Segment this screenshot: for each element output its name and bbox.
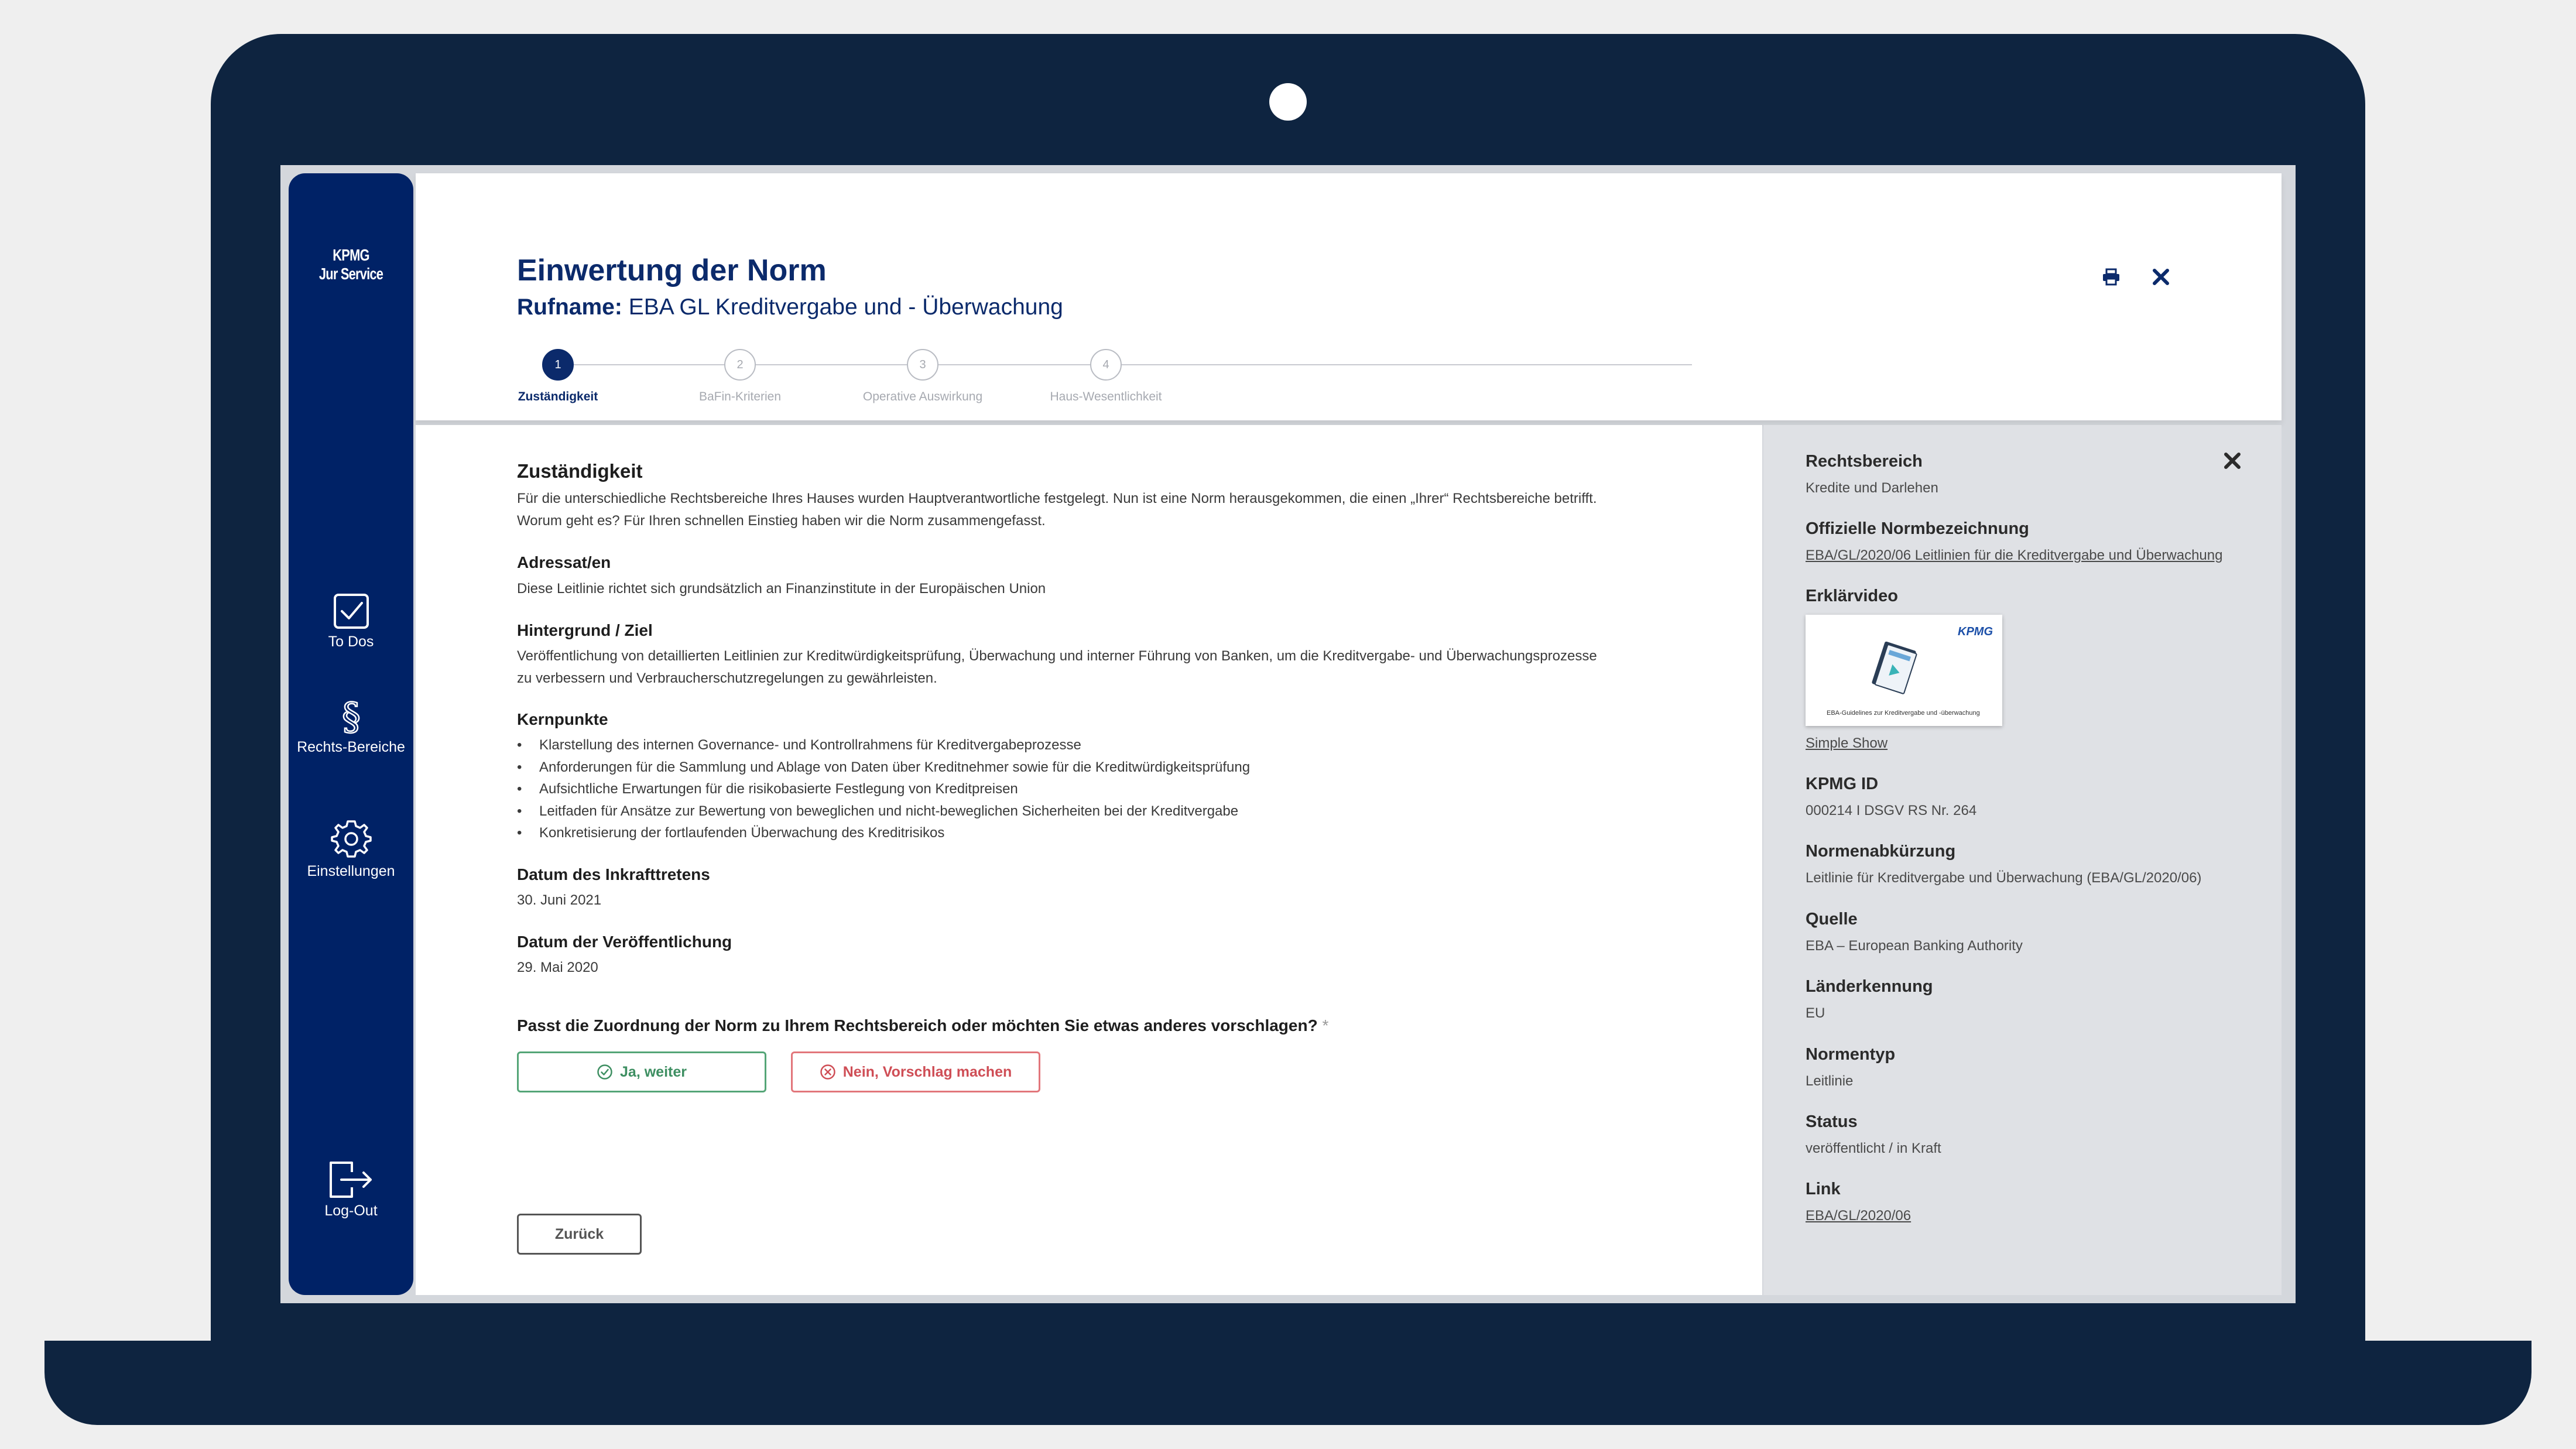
step-2[interactable]: 2 [724, 349, 756, 381]
kpmgid-value: 000214 I DSGV RS Nr. 264 [1806, 803, 1977, 818]
adressat-text: Diese Leitlinie richtet sich grundsätzlich an Finanzinstitute in der Europäischen Union [517, 581, 1046, 597]
step-label-4[interactable]: Haus-Wesentlichkeit [1050, 390, 1162, 403]
gear-icon [331, 818, 372, 859]
quelle-value: EBA – European Banking Authority [1806, 938, 2023, 954]
inkraft-title: Datum des Inkrafttretens [517, 865, 710, 883]
sidebar-item-todos[interactable] [289, 592, 413, 650]
list-item: • Leitfaden für Ansätze zur Bewertung von beweglichen und nicht-beweglichen Sicherheiten bei der Kreditvergabe [517, 800, 1250, 823]
laenderkennung-label: Länderkennung [1806, 977, 1933, 996]
hintergrund-text-1: Veröffentlichung von detaillierten Leitlinien zur Kreditwürdigkeitsprüfung, Überwachung und interner Führung von Banken, um die Kreditvergabe- und Überwachungsprozesse [517, 648, 1597, 664]
quelle-label: Quelle [1806, 910, 1858, 929]
video-link[interactable]: Simple Show [1806, 735, 1888, 751]
list-item: • Konkretisierung der fortlaufenden Überwachung des Kreditrisikos [517, 822, 1250, 844]
sidebar-item-label: Log-Out [324, 1203, 378, 1219]
x-circle-icon [820, 1064, 836, 1080]
laenderkennung-value: EU [1806, 1005, 1825, 1021]
step-label-3[interactable]: Operative Auswirkung [862, 390, 983, 403]
required-mark: * [1322, 1016, 1329, 1034]
rufname-label: Rufname: [517, 294, 622, 320]
veroeffentlichung-title: Datum der Veröffentlichung [517, 933, 732, 951]
intro-text-2: Worum geht es? Für Ihren schnellen Einstieg haben wir die Norm zusammengefasst. [517, 513, 1046, 529]
step-1[interactable]: 1 [542, 349, 574, 381]
logo-line1: KPMG [333, 246, 369, 264]
normenabkuerzung-value: Leitlinie für Kreditvergabe und Überwachung (EBA/GL/2020/06) [1806, 870, 2202, 886]
rechtsbereich-value: Kredite und Darlehen [1806, 480, 1938, 496]
kernpunkte-list [517, 734, 1250, 844]
sidebar-item-rechtsbereiche[interactable] [289, 697, 413, 756]
rufname-value: EBA GL Kreditvergabe und - Überwachung [628, 294, 1063, 320]
video-thumbnail[interactable] [1806, 615, 2002, 726]
hintergrund-title: Hintergrund / Ziel [517, 621, 653, 639]
sidebar-item-label: To Dos [328, 633, 374, 650]
normbezeichnung-label: Offizielle Normbezeichnung [1806, 519, 2029, 538]
no-button-label: Nein, Vorschlag machen [842, 1063, 1012, 1080]
logo-line2: Jur Service [318, 265, 383, 283]
panel-close-icon[interactable] [2224, 452, 2241, 472]
sidebar-item-einstellungen[interactable] [289, 818, 413, 880]
rufname [517, 294, 1063, 320]
veroeffentlichung-value: 29. Mai 2020 [517, 960, 598, 975]
intro-text-1: Für die unterschiedliche Rechtsbereiche Ihres Hauses wurden Hauptverantwortliche festgelegt. Nun ist eine Norm herausgekommen, die einen „Ihrer“ Rechtsbereiche betrifft. [517, 491, 1597, 506]
book-play-icon [1862, 637, 1926, 701]
step-label-1[interactable]: Zuständigkeit [518, 390, 598, 403]
step-4[interactable]: 4 [1090, 349, 1122, 381]
status-label: Status [1806, 1112, 1858, 1131]
check-circle-icon [597, 1064, 613, 1080]
close-icon[interactable] [2152, 268, 2170, 289]
laptop-base [44, 1341, 2532, 1425]
sidebar [289, 173, 413, 1295]
kpmgid-label: KPMG ID [1806, 775, 1879, 793]
paragraph-icon [337, 697, 366, 735]
list-item: • Klarstellung des internen Governance- und Kontrollrahmens für Kreditvergabeprozesse [517, 734, 1250, 756]
camera-icon [1269, 83, 1307, 121]
thumbnail-logo: KPMG [1958, 625, 1993, 638]
sidebar-item-logout[interactable] [289, 1160, 413, 1220]
back-button[interactable]: Zurück [517, 1214, 642, 1255]
step-3[interactable]: 3 [907, 349, 938, 381]
link-label: Link [1806, 1180, 1841, 1198]
question-label: Passt die Zuordnung der Norm zu Ihrem Rechtsbereich oder möchten Sie etwas anderes vorschlagen? [517, 1016, 1318, 1034]
list-item: • Aufsichtliche Erwartungen für die risikobasierte Festlegung von Kreditpreisen [517, 778, 1250, 800]
section-title: Zuständigkeit [517, 460, 643, 482]
sidebar-item-label: Rechts-Bereiche [297, 739, 405, 755]
erklaervideo-label: Erklärvideo [1806, 587, 1898, 605]
normbezeichnung-link[interactable]: EBA/GL/2020/06 Leitlinien für die Kreditvergabe und Überwachung [1806, 547, 2223, 563]
logout-icon [328, 1160, 374, 1199]
kpmg-logo [302, 246, 399, 283]
rechtsbereich-label: Rechtsbereich [1806, 452, 1923, 471]
question-text [517, 1016, 1328, 1035]
step-label-2[interactable]: BaFin-Kriterien [698, 390, 782, 403]
list-item: • Anforderungen für die Sammlung und Ablage von Daten über Kreditnehmer sowie für die Kreditwürdigkeitsprüfung [517, 756, 1250, 779]
normenabkuerzung-label: Normenabkürzung [1806, 842, 1956, 861]
checkbox-icon [333, 592, 370, 630]
sidebar-item-label: Einstellungen [307, 863, 395, 879]
yes-button[interactable] [517, 1051, 766, 1092]
thumbnail-caption: EBA-Guidelines zur Kreditvergabe und -überwachung [1827, 710, 1980, 717]
main-content [416, 425, 1762, 1295]
adressat-title: Adressat/en [517, 553, 611, 571]
no-button[interactable] [791, 1051, 1040, 1092]
status-value: veröffentlicht / in Kraft [1806, 1140, 1941, 1156]
hintergrund-text-2: zu verbessern und Verbraucherschutzregelungen zu gewährleisten. [517, 670, 937, 686]
print-icon[interactable] [2102, 268, 2121, 289]
svg-text:§: § [341, 697, 361, 735]
yes-button-label: Ja, weiter [620, 1063, 687, 1080]
inkraft-value: 30. Juni 2021 [517, 892, 602, 908]
norm-link[interactable]: EBA/GL/2020/06 [1806, 1208, 1912, 1224]
normentyp-value: Leitlinie [1806, 1073, 1854, 1089]
normentyp-label: Normentyp [1806, 1045, 1896, 1064]
page-title: Einwertung der Norm [517, 254, 827, 287]
kernpunkte-title: Kernpunkte [517, 710, 608, 728]
